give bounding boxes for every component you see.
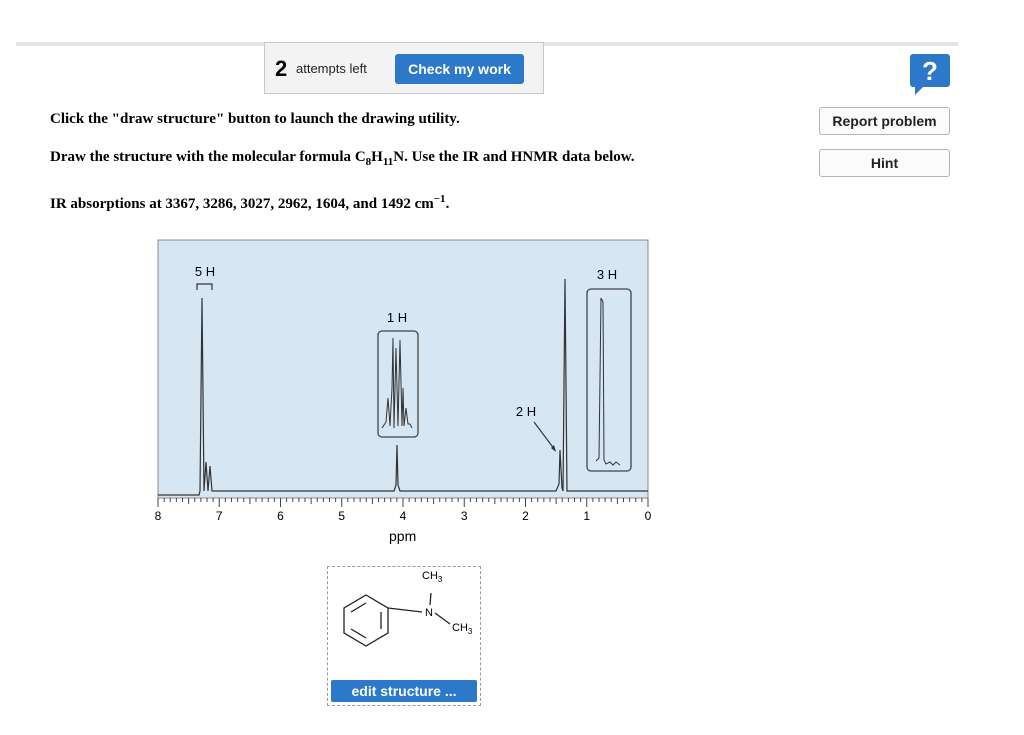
svg-text:5 H: 5 H <box>194 264 216 279</box>
attempts-count: 2 <box>275 56 288 81</box>
x-axis-label: ppm <box>389 528 417 544</box>
check-my-work-button[interactable]: Check my work <box>395 54 524 84</box>
tick-label: 6 <box>277 509 284 523</box>
svg-text:1 H: 1 H <box>386 310 408 325</box>
tick-label: 0 <box>644 509 652 523</box>
attempts-label: attempts left <box>296 61 367 76</box>
tick-label: 4 <box>399 509 407 523</box>
formula-prompt: Draw the structure with the molecular formula $C_8H_{11}N$. Use the IR and HNMR data below. <box>50 149 635 168</box>
hnmr-spectrum <box>150 238 660 528</box>
spectrum-background <box>158 240 648 498</box>
nitrogen-label: N <box>425 607 433 619</box>
hint-button[interactable]: Hint <box>819 149 950 177</box>
tick-label: 8 <box>154 509 162 523</box>
ir-data: IR absorptions at 3367, 3286, 3027, 2962, 1604, and 1492 $cm^{-1}$. <box>50 193 450 212</box>
methyl-right-label: $CH_3$ <box>452 622 473 636</box>
help-icon[interactable] <box>909 52 951 101</box>
report-problem-button[interactable]: Report problem <box>819 107 950 135</box>
svg-text:3 H: 3 H <box>596 267 618 282</box>
tick-label: 5 <box>338 509 346 523</box>
tick-label: 3 <box>460 509 468 523</box>
svg-text:2 H: 2 H <box>515 404 537 419</box>
tick-label: 1 <box>583 509 591 523</box>
methyl-top-label: $CH_3$ <box>422 570 443 584</box>
edit-structure-button[interactable]: edit structure ... <box>331 680 477 702</box>
instruction-text: Click the "draw structure" button to launch the drawing utility. <box>50 111 460 127</box>
tick-label: 2 <box>522 509 529 523</box>
svg-text:?: ? <box>922 56 938 86</box>
tick-label: 7 <box>215 509 223 523</box>
structure-drawing <box>328 567 482 677</box>
